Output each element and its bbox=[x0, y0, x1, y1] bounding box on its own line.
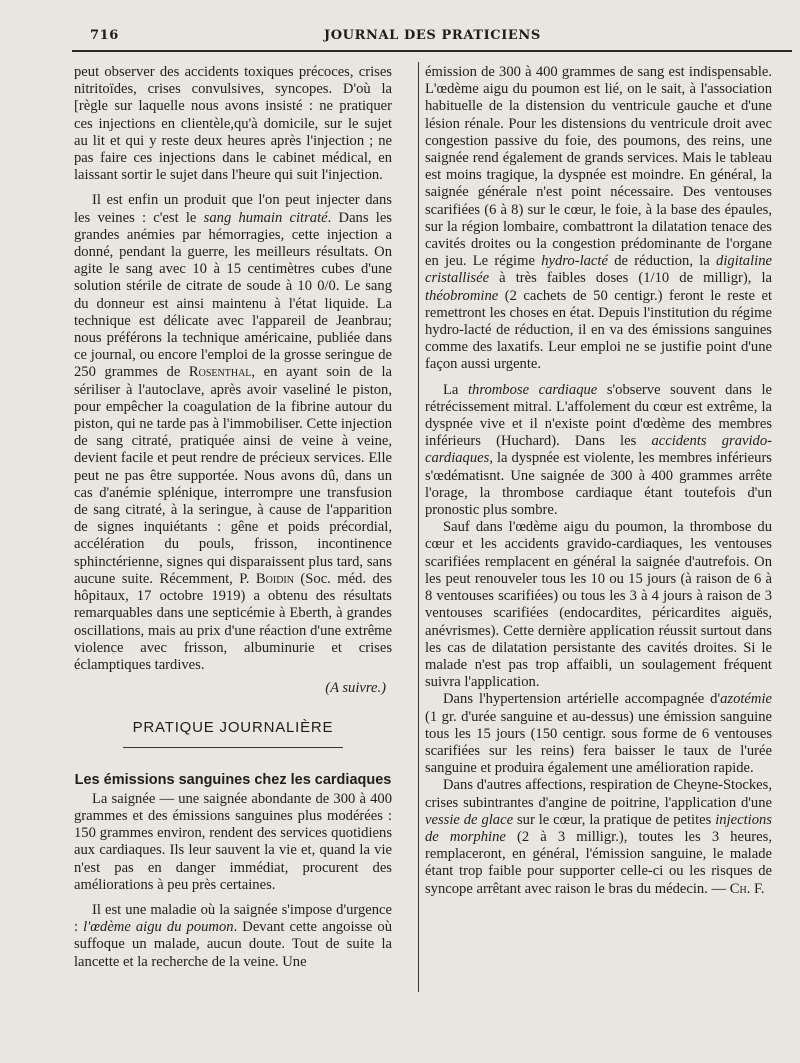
paragraph-autres-affections: Dans d'autres affections, respiration de Cheyne-Stockes, crises subintrantes d'angine de poitrine, l'application d'une vessie de glace sur le cœur, la pratique de petites injections de morphine (2 à 3 milligr.), toutes les 3 heures, remplaceront, en général, l'émission sanguine, le malade étant trop faible pour supporter celle-ci ou les risques de syncope arrêtant avec raison le bras du médecin. — Ch. F. bbox=[425, 777, 772, 897]
paragraph-saignee: La saignée — une saignée abondante de 300 à 400 grammes et des émissions sanguines plus modérées : 150 grammes environ, rendent des services quotidiens aux cardiaques. Ils leur sauvent la vie et, quand la vie n'est pas en danger immédiat, procurent des améliorations à peu près certaines. bbox=[74, 790, 392, 893]
article-title: Les émissions sanguines chez les cardiaques bbox=[74, 771, 392, 788]
journal-title: JOURNAL DES PRATICIENS bbox=[324, 28, 541, 43]
rubric-rule bbox=[123, 747, 343, 748]
right-column bbox=[425, 64, 772, 898]
paragraph-oedeme: Il est une maladie où la saignée s'impose d'urgence : l'œdème aigu du poumon. Devant cette angoisse où suffoque un malade, aucun doute. Tout de suite la lancette et la recherche de la veine. Une bbox=[74, 901, 393, 970]
paragraph-thrombose: La thrombose cardiaque s'observe souvent dans le rétrécissement mitral. L'affolement du cœur est extrême, la dyspnée vive et il n'existe point d'œdème des membres inférieurs (Huchard). Dans les accidents gravido-cardiaques, la dyspnée est violente, les membres inférieurs s'œdématisnt. Une saignée de 300 à 400 grammes arrête l'orage, la thrombose cardiaque étant toutefois d'un pronostic plus sombre. bbox=[425, 381, 772, 519]
page-number: 716 bbox=[90, 28, 119, 43]
running-header bbox=[72, 22, 792, 52]
to-be-continued: (A suivre.) bbox=[325, 680, 386, 697]
paragraph-hypertension: Dans l'hypertension artérielle accompagnée d'azotémie (1 gr. d'urée sanguine et au-dessus) une émission sanguine tous les 15 jours (150 centigr. sous forme de 6 ventouses scarifiées sur les reins) fera baisser le taux de l'urée sanguine et produira également une amélioration rapide. bbox=[425, 691, 772, 777]
column-divider bbox=[418, 62, 419, 992]
left-column bbox=[74, 64, 392, 971]
paragraph-ventouses: Sauf dans l'œdème aigu du poumon, la thrombose du cœur et les accidents gravido-cardiaques, les ventouses scarifiées remplacent en général la saignée d'autrefois. On les peut renouveler tous les 10 ou 15 jours (à raison de 6 à 8 ventouses scarifiées) ou tous les 3 à 4 jours à raison de 3 ventouses scarifiées (endocardites, péricardites aiguës, anévrismes). Cette dernière application réussit surtout dans les cas de dilatation persistante des cavités droites. Si le malade n'est pas trop affaibli, un soulagement fréquent suivra l'application. bbox=[425, 519, 772, 691]
section-rubric: PRATIQUE JOURNALIÈRE bbox=[132, 719, 334, 737]
paragraph-emission: émission de 300 à 400 grammes de sang est indispensable. L'œdème aigu du poumon est lié, on le sait, à l'association habituelle de la distension du ventricule gauche et d'une lésion rénale. Pour les distensions du ventricule droit avec congestion passive du foie, des poumons, des reins, une saignée rend également de grands services. Mais le tableau est moins tragique, la dyspnée est moindre. En général, la saignée générale n'est point nécessaire. Des ventouses scarifiées (6 à 8) sur le cœur, le foie, à la base des épaules, sur la région lombaire, combattront la dilatation tenace des cavités droites ou la congestion prédominante de l'organe en jeu. Le régime hydro-lacté de réduction, la digitaline cristallisée à très faibles doses (1/10 de milligr), la théobromine (2 cachets de 50 centigr.) feront le reste et remettront les choses en état. Depuis l'institution du régime hydro-lacté de réduction, il en va des émissions sanguines comme des laxatifs. Leur emploi ne se justifie point d'une façon aussi urgente. bbox=[425, 64, 772, 373]
paragraph-sang-citrate: Il est enfin un produit que l'on peut injecter dans les veines : c'est le sang humain citraté. Dans les grandes anémies par hémorragies, cette injection a donné, pendant la guerre, les meilleurs résultats. On agite le sang avec 10 à 15 centimètres cubes d'une solution stérile de citrate de soude à 10 0/0. Le sang du donneur est ainsi maintenu à l'état liquide. La technique est délicate avec l'appareil de Jeanbrau; nous préférons la technique américaine, publiée dans ce journal, ou encore l'emploi de la grosse seringue de 250 grammes de Rosenthal, en ayant soin de la sériliser à l'autoclave, après avoir vaseliné le piston, pour empêcher la coagulation de la fibrine autour du piston, qui ne tarde pas à l'immobiliser. Cette injection de sang citraté, pratiquée ainsi de veine à veine, devient facile et peut rendre de précieux services. Elle peut ne pas être supportée. Nous avons dû, dans un cas d'anémie splénique, interrompre une transfusion de sang citraté, à la seringue, à cause de l'apparition de signes inquiétants : gêne et poids précordial, accélération du pouls, frisson, incontinence sphinctérienne, signes qui disparaissent plus tard, sans aucune suite. Récemment, P. Boidin (Soc. méd. des hôpitaux, 17 octobre 1919) a obtenu des résultats remarquables dans une septicémie à Eberth, à grandes oscillations, mais au prix d'une réaction d'une extrême violence avec frisson, albuminurie et crises éclamptiques tardives. bbox=[74, 192, 392, 673]
paragraph-continued: peut observer des accidents toxiques précoces, crises nitritoïdes, crises convulsives, syncopes. D'où la [règle sur laquelle nous avons insisté : ne pratiquer ces injections en clientèle,qu'à domicile, sur le sujet au lit et qui y reste deux heures après l'injection ; ne pas faire ces injections dans le cabinet médical, en laissant sortir le sujet dans l'heure qui suit l'injection. bbox=[74, 64, 392, 184]
